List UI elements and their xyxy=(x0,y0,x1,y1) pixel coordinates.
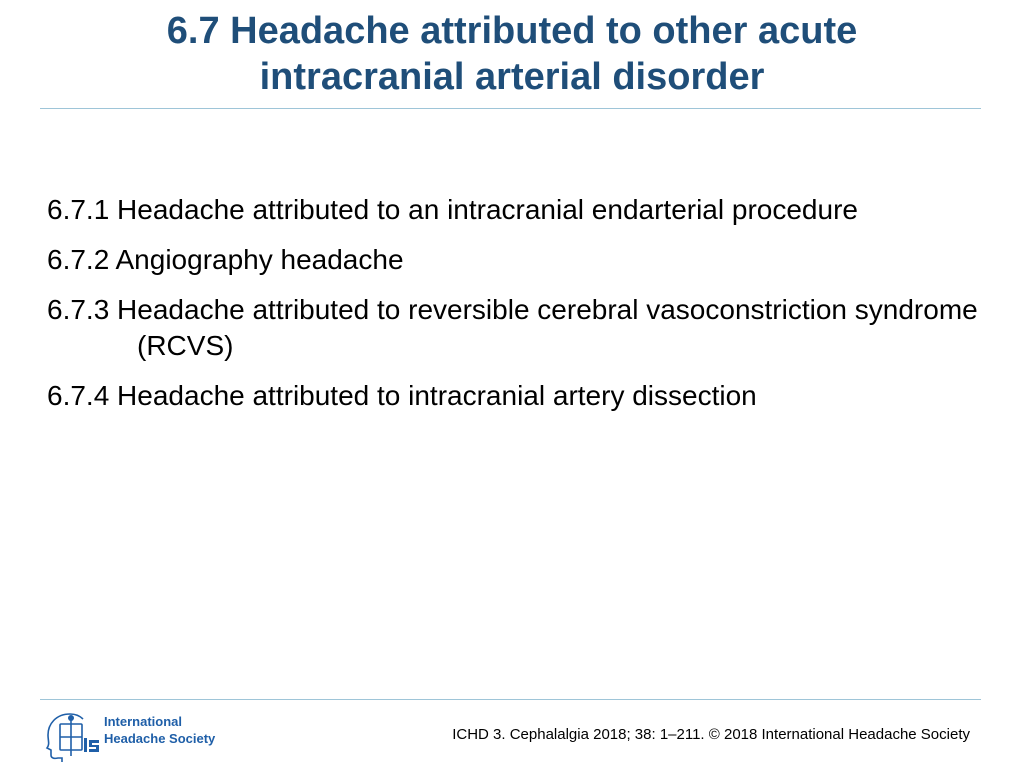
ihs-head-logo-icon xyxy=(42,710,102,762)
footer-divider xyxy=(40,699,981,700)
citation: ICHD 3. Cephalalgia 2018; 38: 1–211. © 2018 International Headache Society xyxy=(452,726,970,743)
slide-title-line-2: intracranial arterial disorder xyxy=(259,56,765,98)
ihs-logo xyxy=(42,710,232,762)
subtype-item-6-7-1: 6.7.1 Headache attributed to an intracranial endarterial procedure xyxy=(47,194,858,225)
title-divider xyxy=(40,108,981,109)
subtype-item-6-7-2: 6.7.2 Angiography headache xyxy=(47,244,404,275)
ihs-logo-text xyxy=(104,713,215,747)
subtype-item-6-7-4: 6.7.4 Headache attributed to intracranial artery dissection xyxy=(47,380,757,411)
ihs-logo-line-2: Headache Society xyxy=(104,731,216,746)
subtype-list xyxy=(47,192,987,428)
ihs-logo-line-1: International xyxy=(104,714,183,729)
slide-title-line-1: 6.7 Headache attributed to other acute xyxy=(166,10,858,52)
subtype-item-6-7-3: 6.7.3 Headache attributed to reversible cerebral vasoconstriction syndrome (RCVS) xyxy=(47,294,978,361)
slide-title xyxy=(40,8,984,100)
